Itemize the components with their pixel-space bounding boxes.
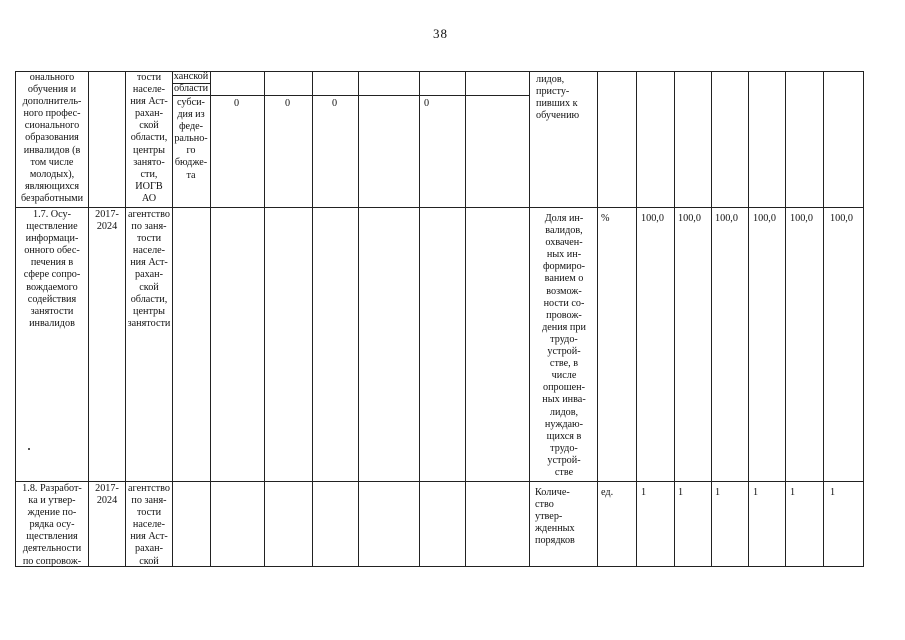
row-1-7-value-5: 100,0 xyxy=(790,213,813,224)
row-1-8-value-5: 1 xyxy=(790,487,796,498)
row-1-8-value-4: 1 xyxy=(753,487,759,498)
row-1-7-value-2: 100,0 xyxy=(678,213,701,224)
program-table xyxy=(15,71,864,567)
row-1-7-value-3: 100,0 xyxy=(715,213,738,224)
row-1-8-executor: агентство по заня- тости населе- ния Аст- рахан- ской xyxy=(128,483,170,567)
cont-value-1: 0 xyxy=(234,98,240,109)
cont-value-4: 0 xyxy=(424,98,430,109)
row-1-8-unit: ед. xyxy=(601,487,614,498)
row-1-7-value-4: 100,0 xyxy=(753,213,776,224)
row-1-7-value-1: 100,0 xyxy=(641,213,664,224)
row-1-8-value-1: 1 xyxy=(641,487,647,498)
row-1-7-value-6: 100,0 xyxy=(830,213,853,224)
row-1-7-period: 2017- 2024 xyxy=(95,209,119,233)
row-1-7-name: 1.7. Осу- ществление информаци- онного обес- печения в сфере сопро- вождаемого содействия занятости инвалидов xyxy=(23,209,81,329)
cont-value-2: 0 xyxy=(285,98,291,109)
row-1-8-value-3: 1 xyxy=(715,487,721,498)
row-1-8-indicator: Количе- ство утвер- жденных порядков xyxy=(535,487,575,547)
cont-row-source-bottom: субси- дия из феде- рально- го бюдже- та xyxy=(174,97,208,181)
row-1-8-value-2: 1 xyxy=(678,487,684,498)
cont-row-indicator: лидов, присту- пивших к обучению xyxy=(536,74,580,122)
scan-speck xyxy=(28,448,30,450)
cont-row-executor: тости населе- ния Аст- рахан- ской области, центры занято- сти, ИОГВ АО xyxy=(130,72,168,204)
cont-row-source-top: ханской области xyxy=(173,71,209,95)
cont-row-name: онального обучения и дополнитель- ного профес- сионального образования инвалидов (в том числе молодых), являющихся безработными xyxy=(20,72,84,204)
row-1-7-unit: % xyxy=(601,213,610,224)
page-number: 38 xyxy=(433,26,448,41)
cont-value-3: 0 xyxy=(332,98,338,109)
row-1-7-executor: агентство по заня- тости населе- ния Аст- рахан- ской области, центры занятости xyxy=(127,209,171,329)
row-1-8-period: 2017- 2024 xyxy=(95,483,119,507)
row-1-7-indicator: Доля ин- валидов, охвачен- ных ин- формиро- ванием о возмож- ности со- провож- дения при трудо- устрой- стве, в числе опрошен- ных инва- лидов, нуждаю- щихся в трудо- устрой- стве xyxy=(542,213,586,478)
row-1-8-name: 1.8. Разработ- ка и утвер- ждение по- рядка осу- ществления деятельности по сопровож- xyxy=(22,483,82,567)
row-1-8-value-6: 1 xyxy=(830,487,836,498)
